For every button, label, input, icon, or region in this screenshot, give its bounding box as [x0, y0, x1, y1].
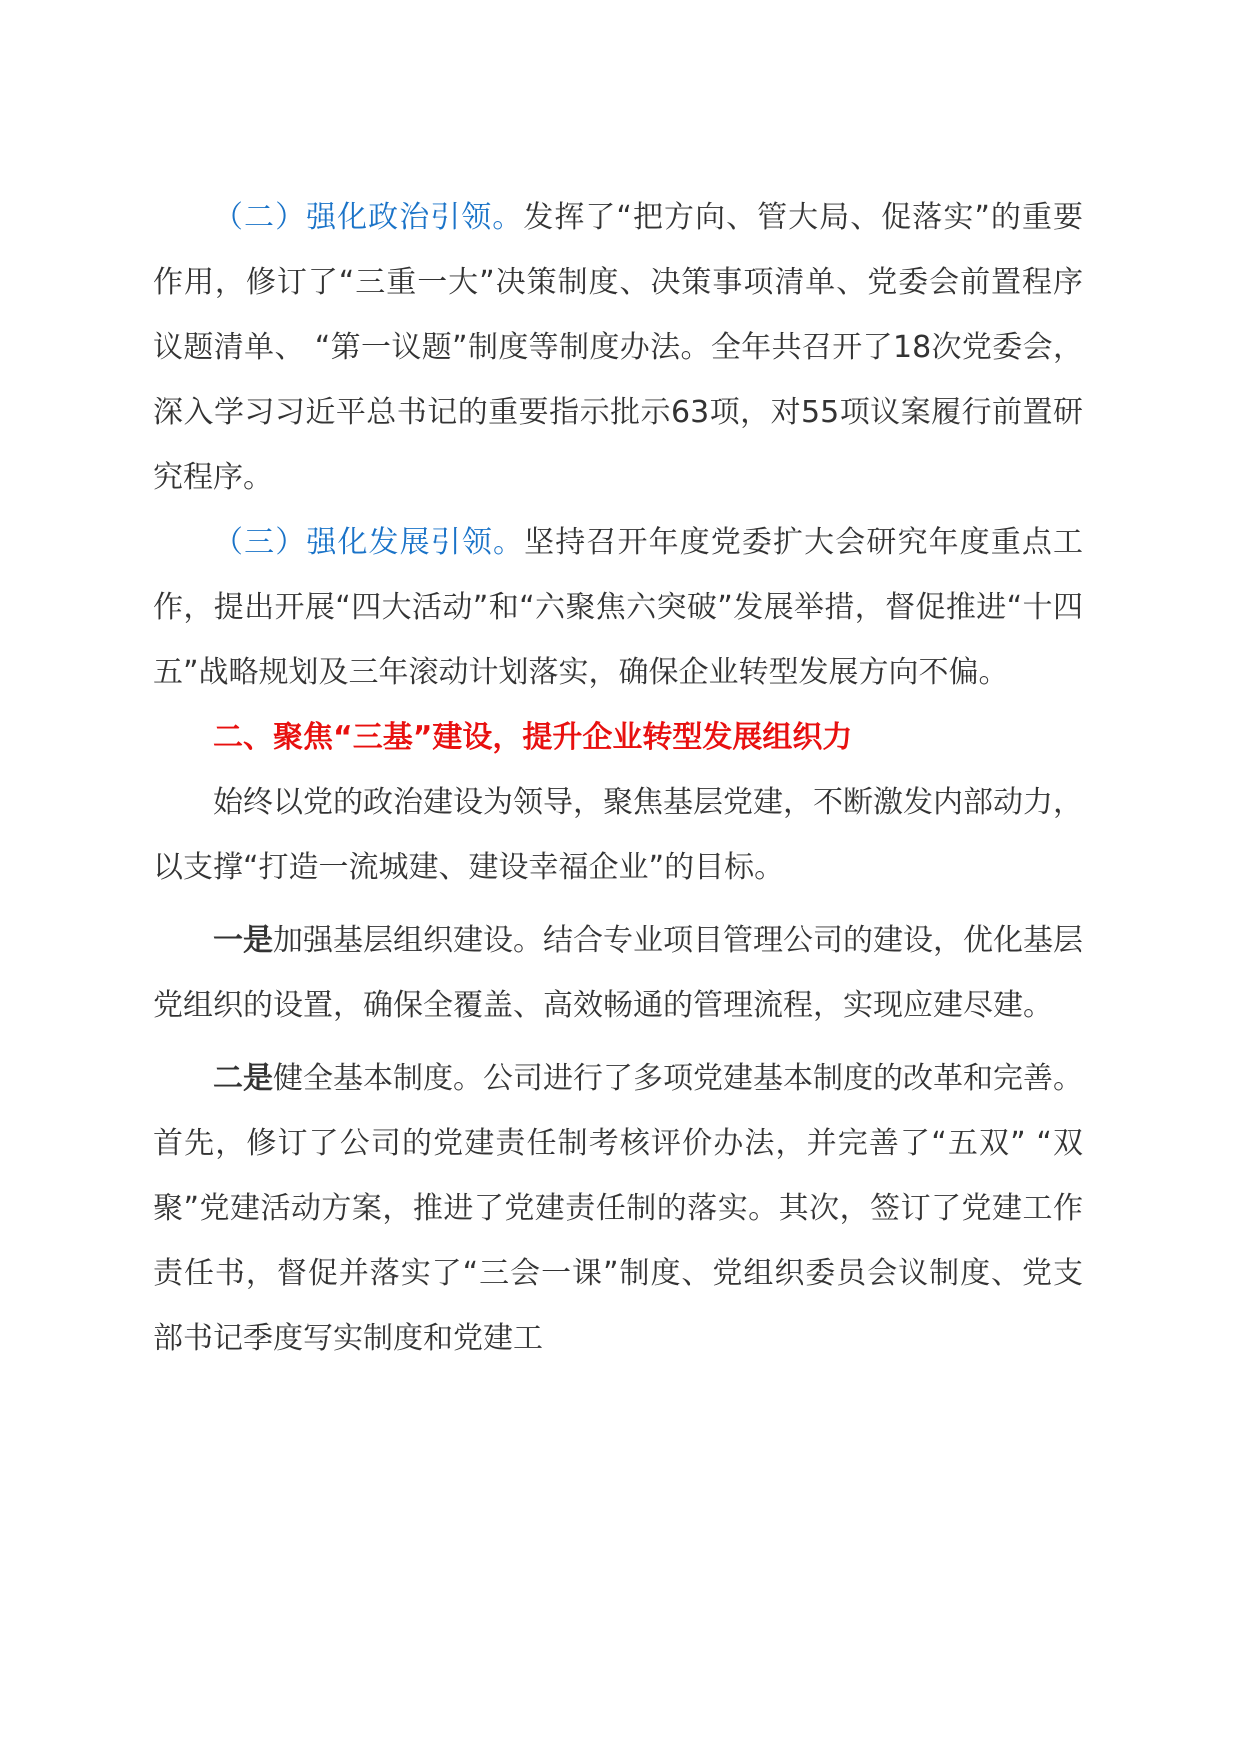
paragraph-political-guidance — [153, 185, 1083, 510]
paragraph-body: 坚持召开年度党委扩大会研究年度重点工作，提出开展“四大活动”和“六聚焦六突破”发展举措，督促推进“十四五”战略规划及三年滚动计划落实，确保企业转型发展方向不偏。 — [153, 525, 1084, 690]
paragraph-body: 健全基本制度。公司进行了多项党建基本制度的改革和完善。首先，修订了公司的党建责任制考核评价办法，并完善了“五双” “双聚”党建活动方案，推进了党建责任制的落实。其次，签订了党建工作责任书，督促并落实了“三会一课”制度、党组织委员会议制度、党支部书记季度写实制度和党建工 — [153, 1061, 1083, 1356]
paragraph-body: 始终以党的政治建设为领导，聚焦基层党建，不断激发内部动力，以支撑“打造一流城建、建设幸福企业”的目标。 — [153, 785, 1083, 885]
subsection-title-development: （三）强化发展引领。 — [213, 525, 525, 560]
paragraph-body: 发挥了“把方向、管大局、促落实”的重要作用，修订了“三重一大”决策制度、决策事项清单、党委会前置程序议题清单、 “第一议题”制度等制度办法。全年共召开了18次党委会，深入学习习近平总书记的重要指示批示63项，对55项议案履行前置研究程序。 — [153, 200, 1083, 495]
paragraph-second-point — [153, 1046, 1083, 1371]
section-heading: 二、聚焦“三基”建设，提升企业转型发展组织力 — [213, 720, 853, 755]
paragraph-development-guidance — [153, 510, 1083, 705]
point-lead-first: 一是 — [213, 923, 273, 958]
subsection-title-political: （二）强化政治引领。 — [213, 200, 524, 235]
paragraph-intro — [153, 770, 1083, 900]
document-page — [153, 185, 1083, 1371]
paragraph-first-point — [153, 908, 1083, 1038]
point-lead-second: 二是 — [213, 1061, 273, 1096]
paragraph-body: 加强基层组织建设。结合专业项目管理公司的建设，优化基层党组织的设置，确保全覆盖、高效畅通的管理流程，实现应建尽建。 — [153, 923, 1083, 1023]
